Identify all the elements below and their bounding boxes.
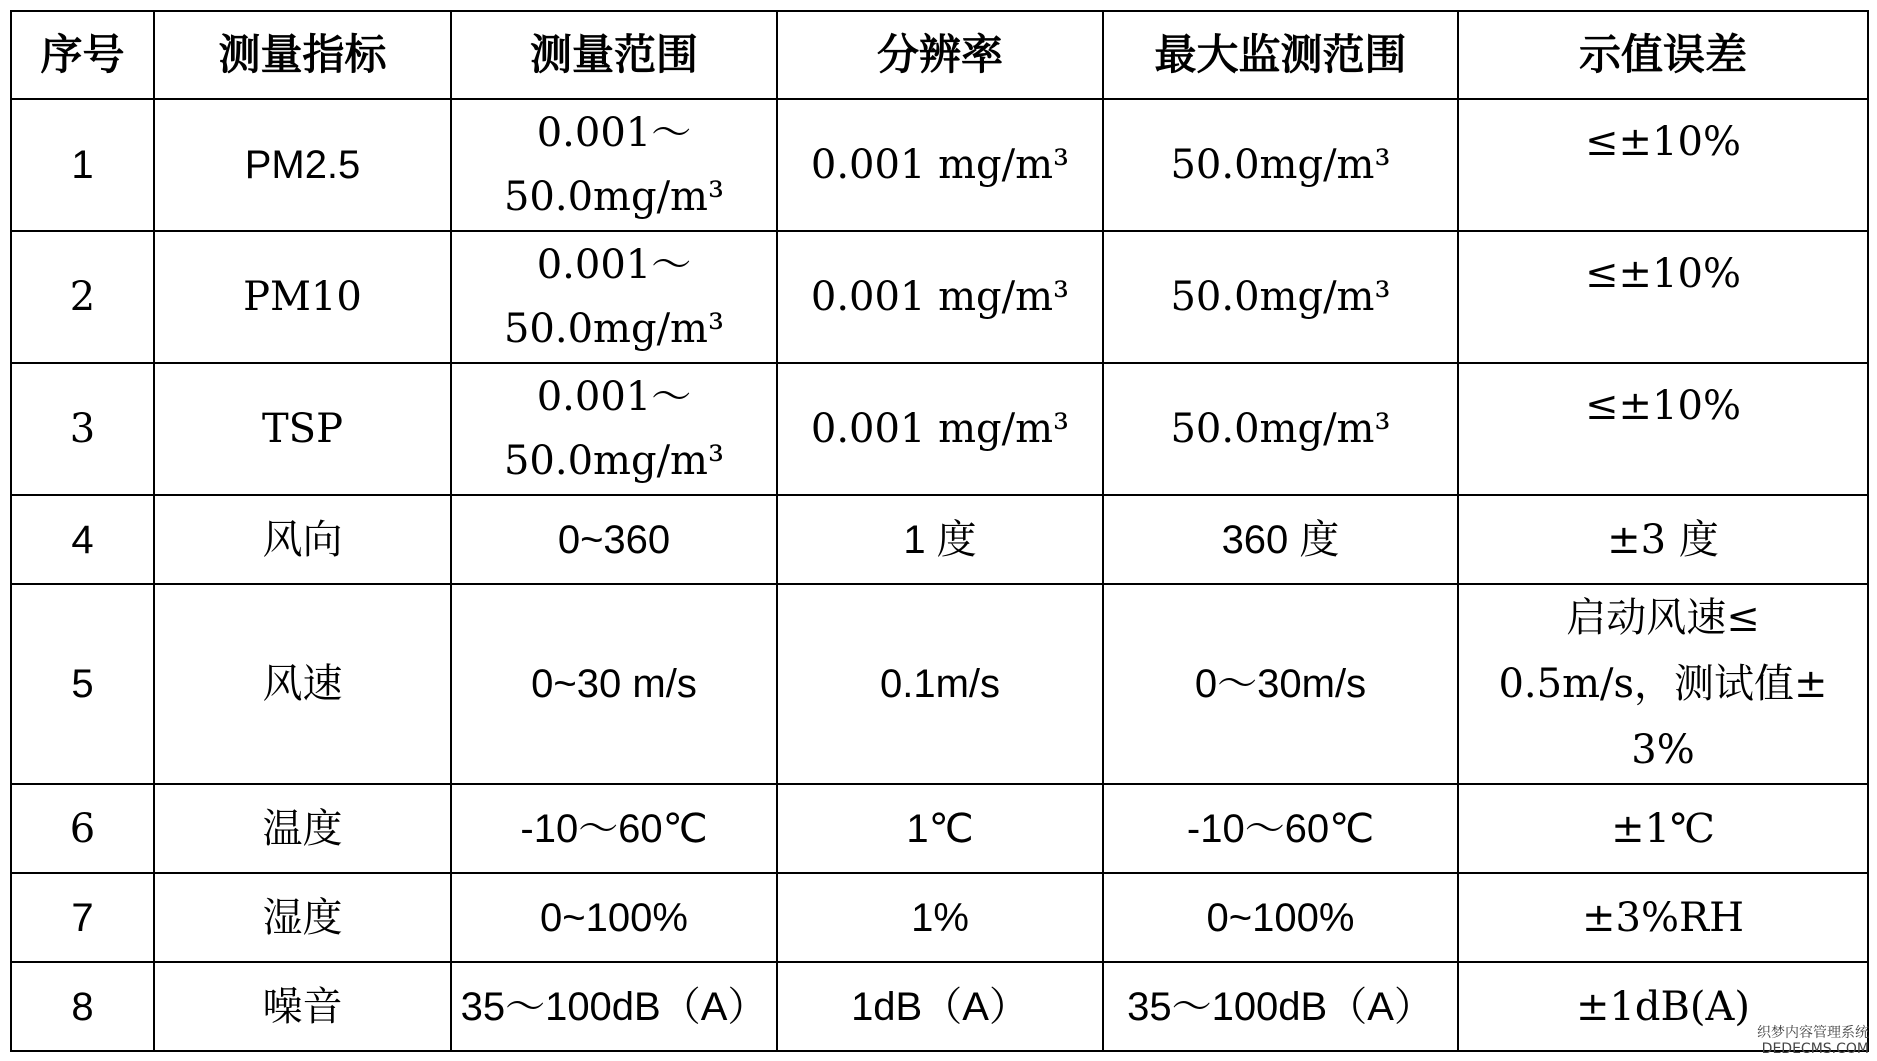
table-row: [11, 99, 1868, 231]
table-row: [11, 584, 1868, 784]
cell-error-line: 0.5m/s，测试值±: [1498, 661, 1828, 707]
cell-error-line: ±1dB(A): [1575, 983, 1751, 1030]
cell-resolution: 0.001 mg/m³: [777, 363, 1103, 495]
cell-resolution: 0.001 mg/m³: [777, 231, 1103, 363]
cell-range: [451, 495, 777, 584]
header-cell-resolution: 分辨率: [777, 11, 1103, 99]
cell-range-line: 0~360: [557, 517, 671, 562]
cell-range-line: 50.0mg/m³: [503, 306, 725, 352]
cell-range: [451, 584, 777, 784]
cell-error-line: ≤±10%: [1585, 119, 1741, 165]
cell-no: 8: [11, 962, 154, 1051]
cell-max-range: 50.0mg/m³: [1103, 363, 1458, 495]
cell-error: [1458, 584, 1868, 784]
cell-range-line: 0~30 m/s: [531, 662, 697, 706]
cell-resolution: 0.1m/s: [777, 584, 1103, 784]
table-row: [11, 873, 1868, 962]
cell-item: PM10: [154, 231, 451, 363]
cell-range: [451, 873, 777, 962]
cell-item: 湿度: [154, 873, 451, 962]
cell-error-line: 启动风速≤: [1566, 595, 1760, 641]
cell-range: [451, 962, 777, 1051]
cell-resolution: 1℃: [777, 784, 1103, 873]
cell-no: 4: [11, 495, 154, 584]
cell-range: [451, 99, 777, 231]
cell-item: 噪音: [154, 962, 451, 1051]
header-cell-item: 测量指标: [154, 11, 451, 99]
cell-max-range: 50.0mg/m³: [1103, 231, 1458, 363]
cell-resolution: 1%: [777, 873, 1103, 962]
cell-error: [1458, 873, 1868, 962]
header-cell-max-range: 最大监测范围: [1103, 11, 1458, 99]
cell-error: [1458, 231, 1868, 363]
cell-item: PM2.5: [154, 99, 451, 231]
table-row: [11, 363, 1868, 495]
cell-max-range: 50.0mg/m³: [1103, 99, 1458, 231]
cell-no: 6: [11, 784, 154, 873]
cell-max-range: -10～60℃: [1103, 784, 1458, 873]
cell-error-line: ≤±10%: [1585, 251, 1741, 297]
cell-resolution: 1dB（A）: [777, 962, 1103, 1051]
cell-range-line: -10～60℃: [520, 806, 708, 851]
table-row: [11, 784, 1868, 873]
cell-range-line: 0.001～: [536, 242, 692, 288]
cell-range-line: 0.001～: [536, 110, 692, 156]
cell-no: 5: [11, 584, 154, 784]
header-cell-range: 测量范围: [451, 11, 777, 99]
cell-item: 风向: [154, 495, 451, 584]
cell-no: 2: [11, 231, 154, 363]
table-row: [11, 495, 1868, 584]
table-row: [11, 231, 1868, 363]
header-cell-error: 示值误差: [1458, 11, 1868, 99]
cell-item: 温度: [154, 784, 451, 873]
cell-max-range: 0~100%: [1103, 873, 1458, 962]
cell-range-line: 50.0mg/m³: [503, 438, 725, 484]
cell-range-line: 50.0mg/m³: [503, 174, 725, 220]
cell-error-line: 3%: [1631, 727, 1695, 773]
table-row: [11, 962, 1868, 1051]
cell-resolution: 0.001 mg/m³: [777, 99, 1103, 231]
cell-no: 7: [11, 873, 154, 962]
header-cell-no: 序号: [11, 11, 154, 99]
watermark-line-1: 织梦内容管理系统: [1757, 1025, 1869, 1041]
cell-error-line: ±1℃: [1611, 805, 1715, 852]
cell-range-line: 0~100%: [540, 895, 688, 940]
cell-error-line: ±3 度: [1607, 516, 1719, 563]
cell-range: [451, 231, 777, 363]
cell-error: [1458, 363, 1868, 495]
watermark-line-2: DEDECMS.COM: [1761, 1041, 1869, 1057]
cell-error-line: ≤±10%: [1585, 383, 1741, 429]
cell-no: 3: [11, 363, 154, 495]
watermark: [1757, 1025, 1869, 1057]
cell-range: [451, 784, 777, 873]
cell-range: [451, 363, 777, 495]
header-row: [11, 11, 1868, 99]
cell-error: [1458, 99, 1868, 231]
spec-table: [10, 10, 1869, 1052]
cell-range-line: 0.001～: [536, 374, 692, 420]
cell-error: [1458, 784, 1868, 873]
cell-error: [1458, 495, 1868, 584]
cell-max-range: 0～30m/s: [1103, 584, 1458, 784]
cell-resolution: 1 度: [777, 495, 1103, 584]
cell-range-line: 35～100dB（A）: [460, 984, 768, 1029]
cell-max-range: 35～100dB（A）: [1103, 962, 1458, 1051]
cell-item: 风速: [154, 584, 451, 784]
spec-table-wrapper: [10, 10, 1869, 1052]
cell-item: TSP: [154, 363, 451, 495]
cell-error-line: ±3%RH: [1582, 894, 1744, 941]
cell-max-range: 360 度: [1103, 495, 1458, 584]
cell-no: 1: [11, 99, 154, 231]
